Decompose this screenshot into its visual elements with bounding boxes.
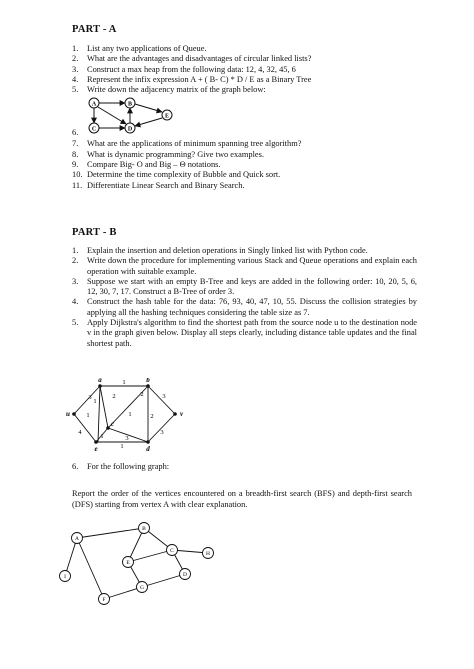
edge-weight: 1 bbox=[100, 433, 104, 440]
graph-node-label: I bbox=[64, 574, 66, 580]
question-number: 8. bbox=[72, 149, 79, 159]
edge-weight: 3 bbox=[160, 429, 164, 436]
edge-weight: 3 bbox=[125, 435, 129, 442]
question-text: List any two applications of Queue. bbox=[87, 44, 207, 53]
graph-node-label: D bbox=[183, 572, 187, 578]
question-number: 9. bbox=[72, 160, 79, 170]
dijkstra-graph bbox=[60, 378, 190, 458]
list-item bbox=[72, 277, 417, 298]
question-number: 7. bbox=[72, 139, 79, 149]
question-text: Compare Big- O and Big – Θ notations. bbox=[87, 160, 221, 170]
bfs-dfs-graph bbox=[55, 522, 225, 622]
question-number: 11. bbox=[72, 180, 83, 190]
edge-weight: 2 bbox=[140, 391, 144, 398]
part-b-questions bbox=[72, 246, 417, 349]
question-number: 5. bbox=[72, 318, 79, 328]
list-item bbox=[72, 150, 412, 160]
edge-weight: 3 bbox=[88, 394, 92, 401]
question-number: 1. bbox=[72, 44, 79, 53]
node-label: e bbox=[94, 445, 98, 453]
list-item bbox=[72, 54, 412, 64]
part-b-heading: PART - B bbox=[72, 227, 117, 238]
question-number: 3. bbox=[72, 276, 79, 286]
question-text: Write down the adjacency matrix of the graph below: bbox=[87, 85, 266, 95]
list-item bbox=[72, 44, 412, 54]
graph-node-label: H bbox=[206, 551, 210, 557]
adjacency-graph bbox=[80, 95, 210, 139]
node-label: v bbox=[180, 410, 184, 418]
list-item bbox=[72, 318, 417, 349]
graph-node-label: C bbox=[170, 548, 174, 554]
question-number: 10. bbox=[72, 170, 83, 180]
report-instruction: Report the order of the vertices encountered on a breadth-first search (BFS) and depth-first search (DFS) starting from vertex A with clear explanation. bbox=[72, 489, 412, 509]
graph-node-label: E bbox=[164, 113, 170, 120]
list-item bbox=[72, 65, 412, 75]
question-text: What are the advantages and disadvantages of circular linked lists? bbox=[87, 54, 312, 64]
list-item bbox=[72, 246, 417, 256]
edge-weight: 1 bbox=[86, 412, 90, 419]
edge-weight: 1 bbox=[120, 443, 124, 450]
question-number: 1. bbox=[72, 246, 79, 255]
graph-node-label: C bbox=[91, 126, 97, 133]
edge-weight: 2 bbox=[150, 413, 154, 420]
question-text: Determine the time complexity of Bubble and Quick sort. bbox=[87, 170, 281, 180]
node-label: d bbox=[146, 445, 150, 453]
question-6-part-b bbox=[72, 462, 169, 471]
question-number: 3. bbox=[72, 64, 79, 74]
node-label: c bbox=[111, 420, 115, 428]
edge-weight: 1 bbox=[122, 379, 126, 386]
question-text: Construct the hash table for the data: 76, 93, 40, 47, 10, 55. Discuss the collision strategies by applying all the hashing techniques considering the table size as 7. bbox=[87, 297, 417, 317]
question-text: Construct a max heap from the following data: 12, 4, 32, 45, 6 bbox=[87, 64, 296, 74]
question-text: Differentiate Linear Search and Binary Search. bbox=[87, 180, 245, 190]
question-text: Apply Dijkstra's algorithm to find the shortest path from the source node u to the destination node v in the graph given below. Display all steps clearly, including distance table updates and the final shortest path. bbox=[87, 318, 417, 348]
edge-weight: 2 bbox=[112, 393, 116, 400]
edge-weight: 1 bbox=[128, 411, 132, 418]
question-number: 4. bbox=[72, 297, 79, 307]
question-number: 6. bbox=[72, 462, 79, 471]
list-item bbox=[72, 75, 412, 85]
question-number: 4. bbox=[72, 74, 79, 84]
question-text: For the following graph: bbox=[87, 462, 170, 471]
question-text: What are the applications of minimum spanning tree algorithm? bbox=[87, 139, 302, 149]
node-label: u bbox=[66, 410, 70, 418]
edge-weight: 1 bbox=[93, 398, 97, 405]
graph-node-label: A bbox=[75, 536, 79, 542]
graph-node-label: B bbox=[127, 101, 133, 108]
question-text: Explain the insertion and deletion operations in Singly linked list with Python code. bbox=[87, 246, 368, 255]
list-item bbox=[72, 297, 417, 318]
list-item bbox=[72, 85, 412, 95]
list-item bbox=[72, 160, 412, 170]
graph-node-label: A bbox=[91, 101, 97, 108]
edge-weight: 3 bbox=[162, 393, 166, 400]
node-label: b bbox=[146, 378, 150, 384]
list-item bbox=[72, 170, 412, 180]
list-item bbox=[72, 139, 412, 149]
graph-node-label: B bbox=[142, 526, 146, 532]
node-label: a bbox=[98, 378, 102, 384]
question-text: Suppose we start with an empty B-Tree and keys are added in the following order: 10, 20, 5, 6, 12, 30, 7, 17. Construct a B-Tree of order 3. bbox=[87, 276, 417, 297]
question-number: 6. bbox=[72, 128, 79, 138]
graph-node-label: D bbox=[127, 126, 133, 133]
graph-node-label: E bbox=[126, 560, 130, 566]
part-a-heading: PART - A bbox=[72, 24, 117, 35]
part-a-questions bbox=[72, 44, 412, 191]
question-text: Represent the infix expression A + ( B- C) * D / E as a Binary Tree bbox=[87, 74, 312, 84]
question-text: Write down the procedure for implementing various Stack and Queue operations and explain each operation with suitable example. bbox=[87, 256, 417, 276]
graph-node-label: G bbox=[140, 585, 144, 591]
graph-node-label: F bbox=[102, 597, 106, 603]
question-number: 5. bbox=[72, 85, 79, 95]
question-number: 2. bbox=[72, 256, 79, 266]
list-item bbox=[72, 95, 412, 139]
list-item bbox=[72, 181, 412, 191]
question-number: 2. bbox=[72, 54, 79, 64]
question-text: What is dynamic programming? Give two examples. bbox=[87, 149, 264, 159]
edge-weight: 4 bbox=[78, 429, 82, 436]
list-item bbox=[72, 256, 417, 277]
